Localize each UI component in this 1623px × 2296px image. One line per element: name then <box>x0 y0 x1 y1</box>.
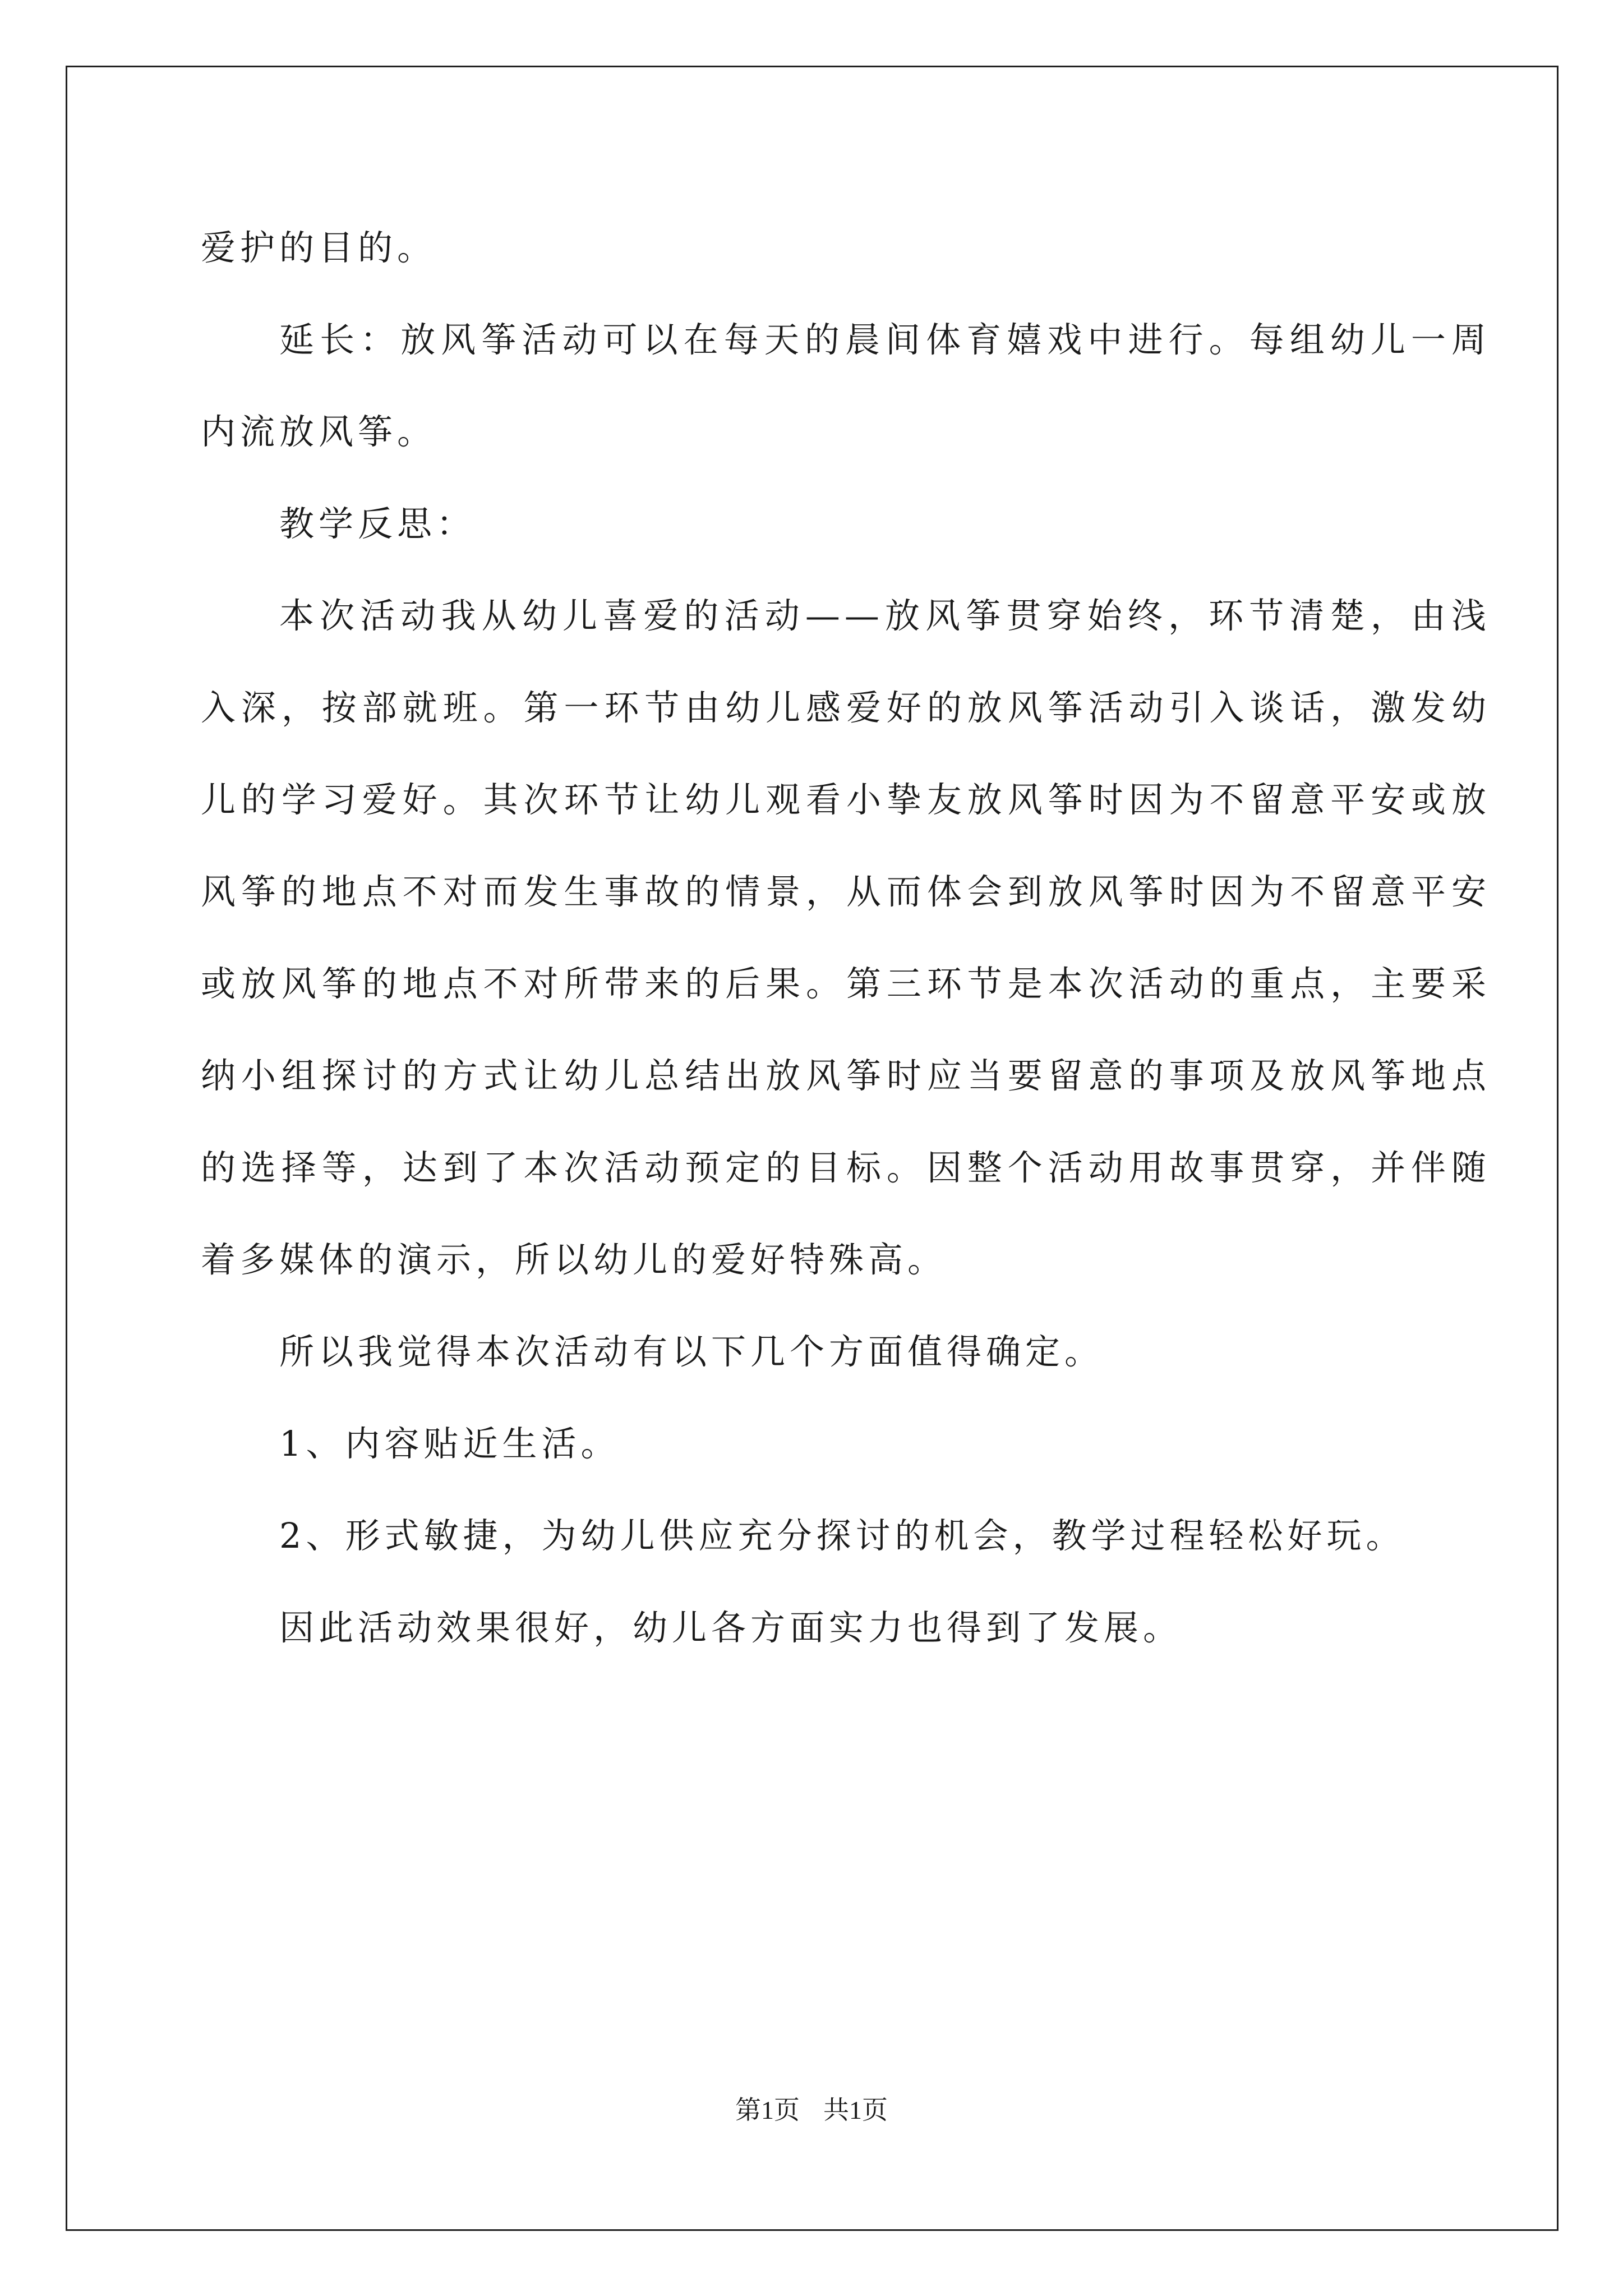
document-body <box>201 202 1491 1674</box>
paragraph: 爱护的目的。 <box>201 227 437 268</box>
list-item: 2、形式敏捷，为幼儿供应充分探讨的机会，教学过程轻松好玩。 <box>279 1515 1405 1556</box>
page-number: 第1页 <box>735 2096 800 2124</box>
page-total: 共1页 <box>823 2096 888 2124</box>
paragraph: 所以我觉得本次活动有以下几个方面值得确定。 <box>279 1331 1104 1372</box>
paragraph: 延长：放风筝活动可以在每天的晨间体育嬉戏中进行。每组幼儿一周内流放风筝。 <box>201 319 1491 452</box>
list-item: 1、内容贴近生活。 <box>279 1423 620 1464</box>
section-heading: 教学反思： <box>279 503 476 544</box>
paragraph: 本次活动我从幼儿喜爱的活动——放风筝贯穿始终，环节清楚，由浅入深，按部就班。第一环节由幼儿感爱好的放风筝活动引入谈话，激发幼儿的学习爱好。其次环节让幼儿观看小挚友放风筝时因为不留意平安或放风筝的地点不对而发生事故的情景，从而体会到放风筝时因为不留意平安或放风筝的地点不对所带来的后果。第三环节是本次活动的重点，主要采纳小组探讨的方式让幼儿总结出放风筝时应当要留意的事项及放风筝地点的选择等，达到了本次活动预定的目标。因整个活动用故事贯穿，并伴随着多媒体的演示，所以幼儿的爱好特殊高。 <box>201 595 1491 1280</box>
page-footer <box>0 2090 1623 2127</box>
paragraph: 因此活动效果很好，幼儿各方面实力也得到了发展。 <box>279 1607 1183 1648</box>
